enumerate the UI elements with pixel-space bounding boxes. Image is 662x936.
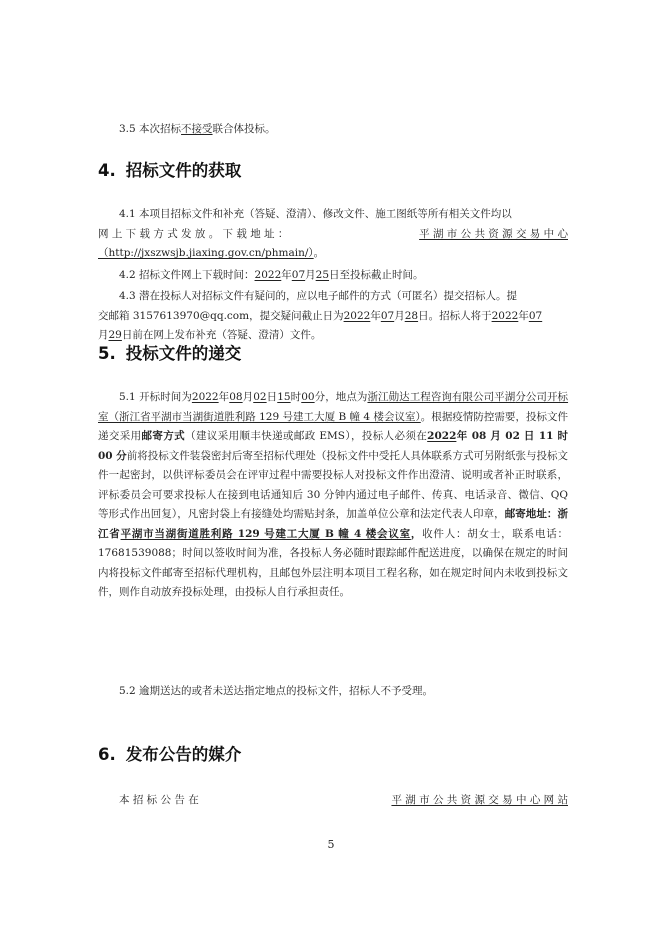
section-title: 发布公告的媒介	[125, 745, 242, 764]
clause-text: 前将投标文件装袋密封后寄至招标代理处（投标文件中受托人具体联系方式可另附纸张与投标文件一起密封，以供评标委员会在评审过程中需要投标人对投标文件作出澄清、说明或者补正时联系，评标委员会可要求投标人在接到电话通知后 30 分钟内通过电子邮件、传真、电话录音、微信、QQ 等形式作出回复），凡密封袋上有接缝处均需贴封条，加盖单位公章和法定代表人印章，	[98, 449, 568, 520]
section-5-heading	[98, 343, 241, 365]
clause-text: 联合体投标。	[212, 123, 276, 135]
mail-address: 平湖市当湖街道胜利路 129 号	[120, 527, 276, 540]
date-year: 2022	[491, 309, 519, 322]
clause-text: 月	[305, 269, 316, 281]
clause-6-line	[98, 791, 568, 811]
download-line	[98, 225, 568, 245]
deadline-time: 年 08 月 02 日 11 时 00 分	[98, 430, 568, 462]
clause-text: 日前在网上发布补充（答疑、澄清）文件。	[121, 329, 322, 341]
underlined-value: 不接受	[181, 123, 213, 135]
clause-text: 日至投标截止时间。	[329, 269, 424, 281]
clause-text: 收件人：胡女士，联系电话：17681539088；时间以签收时间为准，各投标人务必随时跟踪邮件配送进度，以确保在规定的时间内将投标文件邮寄至招标代理机构，且邮包外层注明本项目工程名称，如在规定时间内未收到投标文件，则作自动放弃投标处理，由投标人自行承担责任。	[98, 527, 569, 598]
clause-text: 4.2 招标文件网上下载时间：	[119, 269, 255, 281]
clause-5-2: 5.2 逾期送达的或者未送达指定地点的投标文件，招标人不予受理。	[119, 685, 434, 697]
clause-text: 年	[281, 269, 292, 281]
clause-text: 网 上 下 载 方 式 发 放 。 下 载 地 址 ：	[98, 227, 289, 240]
clause-text: 月	[98, 329, 109, 341]
section-4-heading	[98, 160, 241, 182]
clause-5-1	[98, 388, 568, 603]
deadline-year: 2022	[427, 430, 457, 442]
mail-address: 浙江省	[98, 508, 568, 540]
clause-text: 4.1 本项目招标文件和补充（答疑、澄清）、修改文件、施工图纸等所有相关文件均以	[119, 208, 512, 220]
clause-text: 5.1 开标时间为	[119, 391, 192, 403]
mail-address-label: 邮寄地址：	[504, 508, 558, 520]
clause-text: 本 招 标 公 告 在	[119, 794, 199, 806]
clause-text: 。根据疫情	[420, 410, 474, 423]
date-year: 2022	[254, 269, 282, 281]
section-title: 投标文件的递交	[125, 344, 242, 363]
clause-text: 年	[370, 309, 381, 322]
date-month: 07	[380, 309, 395, 322]
clause-text: 分，地点为	[314, 391, 368, 403]
clause-text: 日。招标人将于	[418, 309, 492, 322]
date-month: 08	[229, 391, 243, 403]
section-number: 6.	[98, 745, 116, 764]
date-year: 2022	[191, 391, 219, 403]
clause-text: 4.3 潜在投标人对招标文件有疑问的，应以电子邮件的方式（可匿名）提交招标人。提	[119, 290, 518, 302]
date-day: 02	[253, 391, 267, 403]
clause-text: 年	[218, 391, 230, 403]
section-number: 4.	[98, 161, 116, 180]
clause-text: 时	[290, 391, 302, 403]
publication-site-link[interactable]: 平 湖 市 公 共 资 源 交 易 中 心 网 站	[391, 794, 568, 806]
section-number: 5.	[98, 344, 116, 363]
clause-text: 年	[518, 309, 529, 322]
clause-text: 月	[394, 309, 405, 322]
download-site-link[interactable]: 平 湖 市 公 共 资 源 交 易 中 心	[419, 227, 568, 240]
mail-address: ，	[410, 527, 423, 540]
date-day: 28	[404, 309, 419, 322]
page-number: 5	[327, 838, 335, 851]
date-year: 2022	[343, 309, 371, 322]
date-day: 29	[108, 329, 122, 341]
clause-text: （建议采用顺丰快递或邮政 EMS），投标人必须在	[185, 430, 428, 442]
clause-text: 月	[242, 391, 254, 403]
opening-place: 浙江勋达工程咨询有限公司平湖	[367, 391, 516, 403]
date-month: 07	[291, 269, 306, 281]
download-url-link[interactable]: （http://jxszwsjb.jiaxing.gov.cn/phmain/）	[98, 247, 314, 259]
section-6-heading	[98, 744, 241, 766]
clause-4-1	[98, 205, 568, 264]
mail-method: 邮寄方式	[141, 430, 186, 442]
clause-text: 3.5 本次招标	[119, 123, 182, 135]
clause-4-3	[98, 287, 568, 346]
clause-3-5	[98, 120, 568, 140]
section-title: 招标文件的获取	[125, 161, 242, 180]
clause-4-2	[98, 266, 568, 286]
clause-text: 防控需要，投标文件递交采用	[98, 410, 569, 442]
date-month: 07	[528, 309, 543, 322]
clause-text: 交邮箱 3157613970@qq.com，提交疑问截止日为	[98, 309, 344, 322]
clause-text: 。	[313, 247, 325, 259]
opening-place: 分公司开标室（浙江省平湖市当湖街道胜利路 129 号建工大厦 B 幢 4 楼会议室）	[98, 391, 569, 423]
clause-text: 日	[266, 391, 278, 403]
mail-address: 建工大厦 B 幢 4 楼会议室	[275, 527, 411, 540]
time-hour: 15	[277, 391, 291, 403]
date-day: 25	[315, 269, 330, 281]
time-minute: 00	[301, 391, 315, 403]
